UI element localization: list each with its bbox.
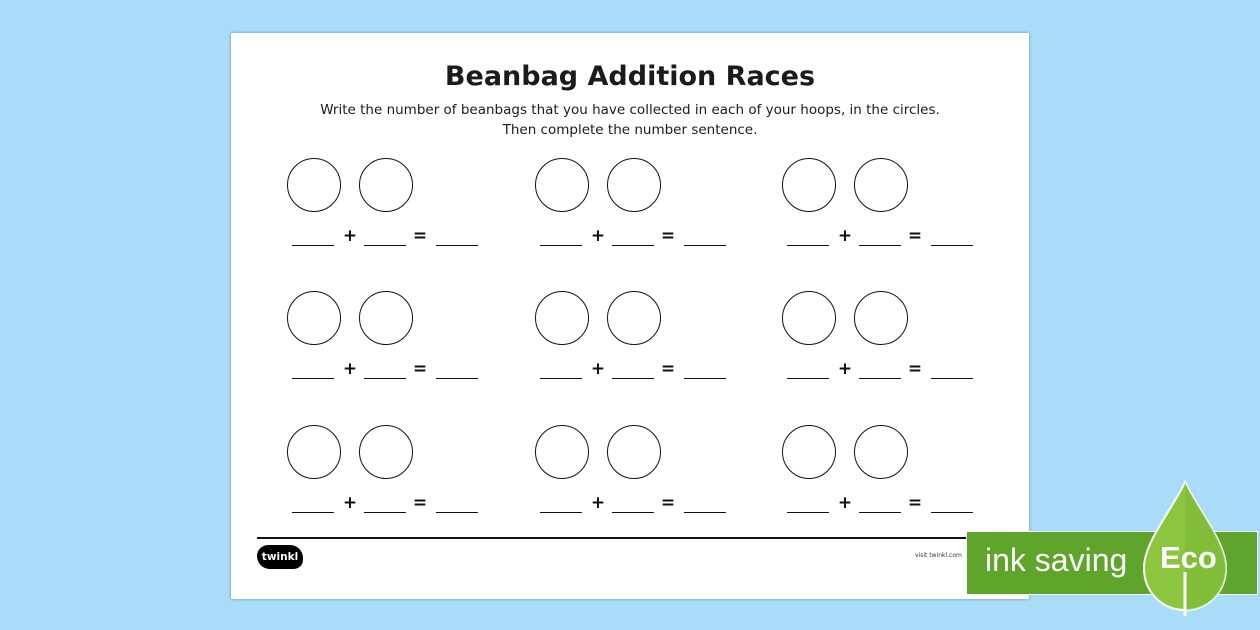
addend-blank-2[interactable]: [859, 512, 901, 513]
problem-9: [782, 425, 992, 535]
plus-sign: +: [590, 226, 606, 246]
equals-sign: =: [412, 359, 428, 379]
hoop-circle-b[interactable]: [359, 425, 413, 479]
plus-sign: +: [342, 359, 358, 379]
plus-sign: +: [837, 226, 853, 246]
addend-blank-2[interactable]: [364, 378, 406, 379]
twinkl-logo: twinkl: [257, 545, 303, 569]
sum-blank[interactable]: [931, 378, 973, 379]
addend-blank-2[interactable]: [612, 512, 654, 513]
sum-blank[interactable]: [436, 245, 478, 246]
sum-blank[interactable]: [931, 245, 973, 246]
worksheet-title: Beanbag Addition Races: [444, 61, 816, 92]
equals-sign: =: [660, 359, 676, 379]
addend-blank-1[interactable]: [292, 245, 334, 246]
addend-blank-1[interactable]: [787, 378, 829, 379]
equals-sign: =: [660, 493, 676, 513]
plus-sign: +: [837, 359, 853, 379]
equals-sign: =: [660, 226, 676, 246]
addend-blank-1[interactable]: [540, 512, 582, 513]
sum-blank[interactable]: [436, 512, 478, 513]
hoop-circle-b[interactable]: [607, 291, 661, 345]
hoop-circle-b[interactable]: [607, 158, 661, 212]
addend-blank-2[interactable]: [364, 245, 406, 246]
problem-6: [782, 291, 992, 401]
problem-2: [535, 158, 745, 268]
eco-label: Eco: [1160, 540, 1217, 575]
hoop-circle-b[interactable]: [854, 425, 908, 479]
hoop-circle-a[interactable]: [535, 425, 589, 479]
instructions-line-1: Write the number of beanbags that you have collected in each of your hoops, in the circles.: [320, 102, 940, 118]
problem-4: [287, 291, 497, 401]
plus-sign: +: [590, 359, 606, 379]
problem-7: [287, 425, 497, 535]
equals-sign: =: [907, 493, 923, 513]
equals-sign: =: [907, 226, 923, 246]
hoop-circle-a[interactable]: [287, 291, 341, 345]
hoop-circle-b[interactable]: [854, 158, 908, 212]
sum-blank[interactable]: [931, 512, 973, 513]
plus-sign: +: [342, 226, 358, 246]
addend-blank-1[interactable]: [292, 512, 334, 513]
plus-sign: +: [590, 493, 606, 513]
sum-blank[interactable]: [684, 378, 726, 379]
addend-blank-1[interactable]: [540, 378, 582, 379]
addend-blank-2[interactable]: [364, 512, 406, 513]
addend-blank-1[interactable]: [787, 512, 829, 513]
problem-8: [535, 425, 745, 535]
hoop-circle-a[interactable]: [287, 425, 341, 479]
plus-sign: +: [837, 493, 853, 513]
instructions-line-2: Then complete the number sentence.: [502, 122, 758, 138]
hoop-circle-b[interactable]: [359, 291, 413, 345]
worksheet-page: [231, 33, 1029, 599]
equals-sign: =: [907, 359, 923, 379]
addend-blank-2[interactable]: [859, 245, 901, 246]
addend-blank-2[interactable]: [859, 378, 901, 379]
addend-blank-1[interactable]: [292, 378, 334, 379]
hoop-circle-b[interactable]: [854, 291, 908, 345]
problem-5: [535, 291, 745, 401]
hoop-circle-a[interactable]: [535, 158, 589, 212]
visit-url-text: visit twinkl.com: [915, 552, 962, 559]
hoop-circle-a[interactable]: [535, 291, 589, 345]
equals-sign: =: [412, 493, 428, 513]
hoop-circle-a[interactable]: [782, 291, 836, 345]
footer-divider: [257, 537, 1002, 539]
equals-sign: =: [412, 226, 428, 246]
hoop-circle-a[interactable]: [782, 425, 836, 479]
addend-blank-2[interactable]: [612, 245, 654, 246]
hoop-circle-a[interactable]: [782, 158, 836, 212]
sum-blank[interactable]: [684, 245, 726, 246]
problem-3: [782, 158, 992, 268]
addend-blank-1[interactable]: [540, 245, 582, 246]
plus-sign: +: [342, 493, 358, 513]
sum-blank[interactable]: [684, 512, 726, 513]
addend-blank-2[interactable]: [612, 378, 654, 379]
hoop-circle-b[interactable]: [359, 158, 413, 212]
problem-1: [287, 158, 497, 268]
hoop-circle-a[interactable]: [287, 158, 341, 212]
addend-blank-1[interactable]: [787, 245, 829, 246]
ink-saving-label: ink saving: [985, 542, 1128, 578]
hoop-circle-b[interactable]: [607, 425, 661, 479]
sum-blank[interactable]: [436, 378, 478, 379]
